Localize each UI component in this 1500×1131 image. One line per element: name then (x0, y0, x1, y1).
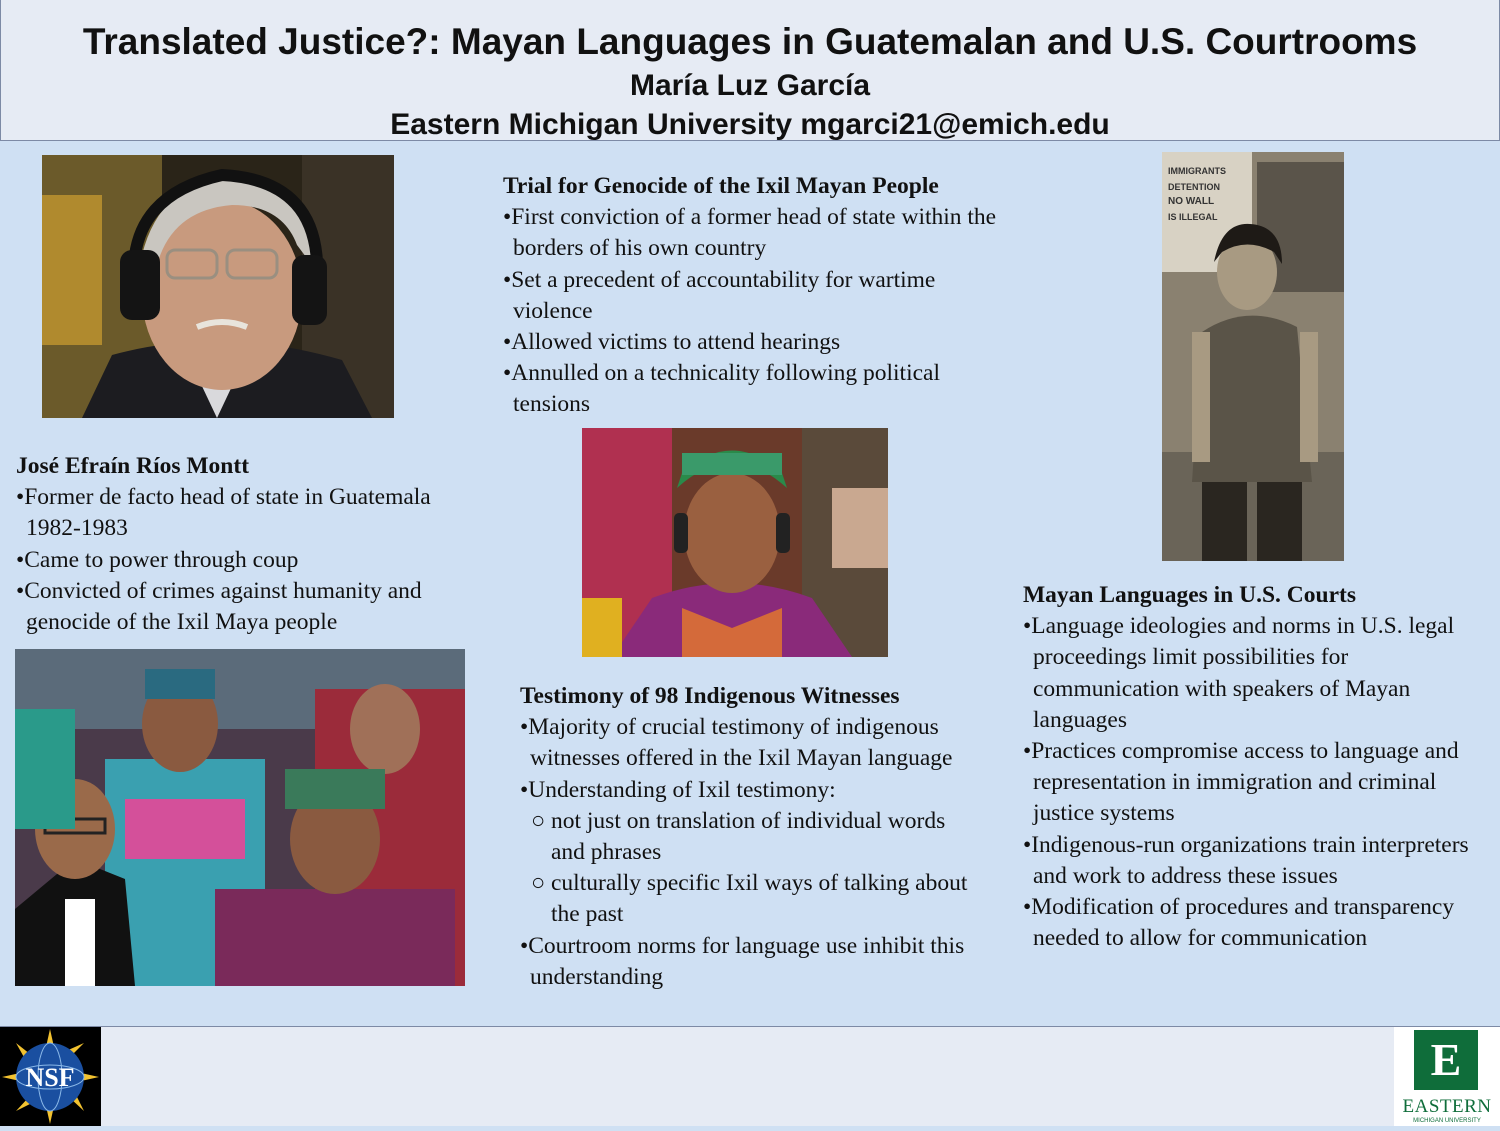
author-name: María Luz García (629, 69, 871, 102)
list-item: •First conviction of a former head of state within the borders of his own country (503, 204, 997, 262)
list-item: •Indigenous-run organizations train interpreters and work to address these issues (1023, 831, 1469, 889)
list-item: •Convicted of crimes against humanity and genocide of the Ixil Maya people (16, 577, 422, 636)
rios-montt-heading: José Efraín Ríos Montt (16, 453, 250, 479)
sign-text-3: NO WALL (1168, 196, 1215, 207)
list-item: •Annulled on a technicality following political tensions (503, 360, 940, 418)
testimony-bullets (520, 712, 980, 993)
witnesses-group-photo (15, 649, 465, 986)
trial-bullets (503, 202, 998, 420)
emu-logo (1394, 1027, 1500, 1126)
emu-logo-name: EASTERN (1402, 1096, 1492, 1117)
rios-montt-section (16, 451, 436, 638)
sub-list-item (520, 868, 980, 930)
sign-text-1: IMMIGRANTS (1168, 166, 1226, 176)
sub-list-text: not just on translation of individual words and phrases (551, 807, 946, 866)
list-item: •Allowed victims to attend hearings (503, 329, 841, 356)
sign-text-4: IS ILLEGAL (1168, 212, 1218, 222)
nsf-logo-text: NSF (25, 1063, 75, 1092)
list-item: •Courtroom norms for language use inhibit this understanding (520, 932, 965, 990)
immigration-protest-photo (1162, 152, 1344, 561)
poster-header (0, 0, 1500, 141)
poster-footer (0, 1026, 1500, 1126)
list-item: •Understanding of Ixil testimony: (520, 776, 836, 803)
rios-montt-bullets (16, 482, 436, 638)
circle-bullet-icon: ○ (531, 807, 546, 834)
list-item: •Majority of crucial testimony of indigenous witnesses offered in the Ixil Mayan language (520, 714, 953, 772)
list-item: •Came to power through coup (16, 546, 299, 573)
list-item: •Modification of procedures and transparency needed to allow for communication (1023, 894, 1455, 952)
trial-heading: Trial for Genocide of the Ixil Mayan People (503, 173, 939, 199)
author-affiliation: Eastern Michigan University mgarci21@emich.edu (390, 108, 1110, 141)
trial-section (503, 171, 998, 421)
us-courts-bullets (1023, 611, 1483, 954)
us-courts-heading: Mayan Languages in U.S. Courts (1023, 582, 1356, 608)
circle-bullet-icon: ○ (531, 870, 546, 897)
ixil-witness-photo (582, 428, 888, 657)
list-item: •Former de facto head of state in Guatemala 1982-1983 (16, 484, 431, 542)
emu-logo-sub: MICHIGAN UNIVERSITY (1413, 1118, 1481, 1124)
poster-title: Translated Justice?: Mayan Languages in Guatemalan and U.S. Courtrooms (82, 21, 1418, 62)
testimony-section (520, 681, 980, 993)
us-courts-section (1023, 580, 1483, 954)
emu-logo-letter: E (1414, 1030, 1478, 1090)
sign-text-2: DETENTION (1168, 182, 1221, 192)
rios-montt-photo (42, 155, 394, 418)
sub-list-item (520, 806, 980, 868)
sub-list-text: culturally specific Ixil ways of talking about the past (551, 870, 968, 928)
list-item: •Language ideologies and norms in U.S. legal proceedings limit possibilities for communication with speakers of Mayan languages (1023, 613, 1455, 733)
list-item: •Set a precedent of accountability for wartime violence (503, 266, 936, 324)
list-item: •Practices compromise access to language and representation in immigration and criminal justice systems (1023, 738, 1459, 827)
nsf-logo (0, 1027, 101, 1126)
testimony-heading: Testimony of 98 Indigenous Witnesses (520, 683, 900, 709)
